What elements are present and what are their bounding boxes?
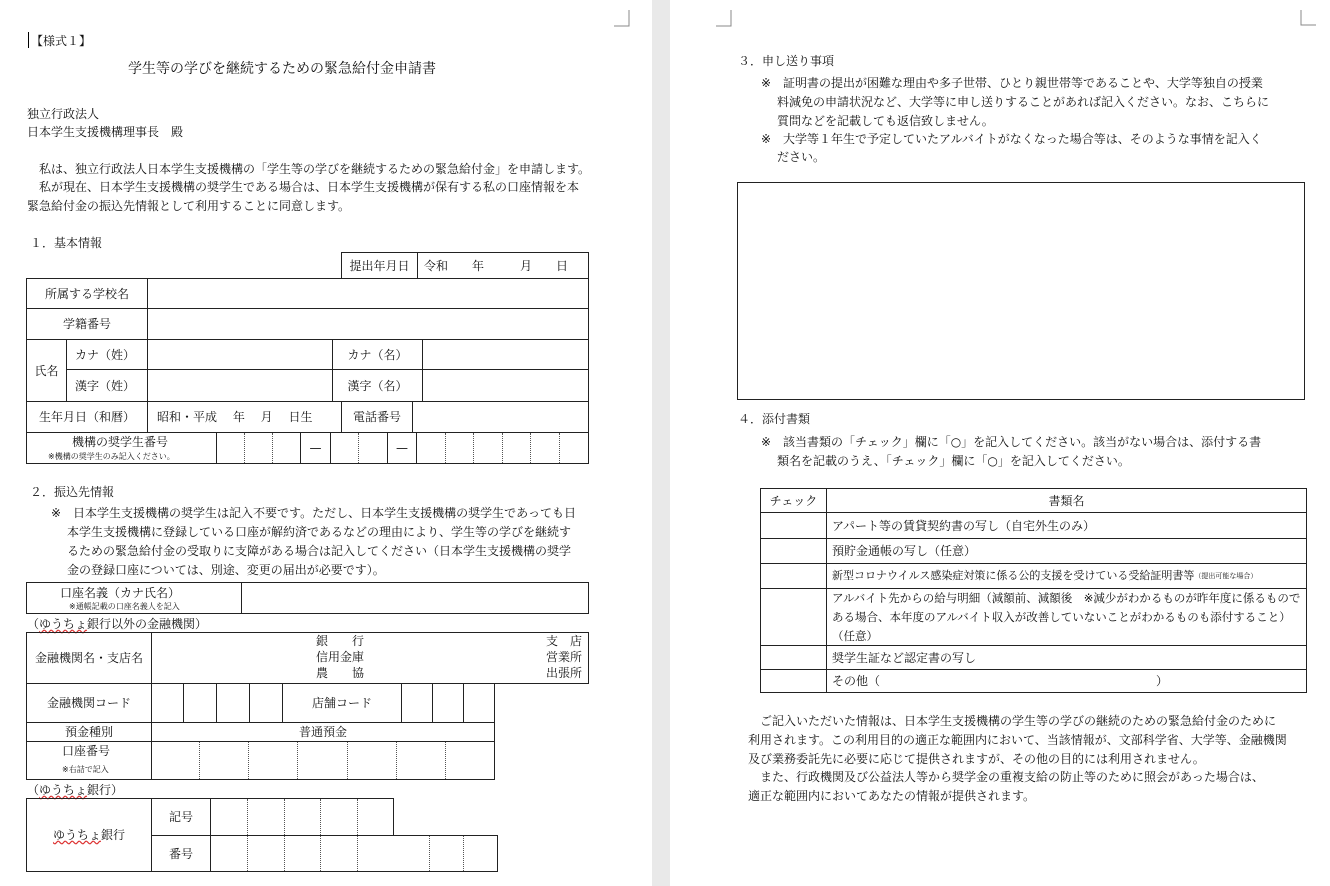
transfer-note-line-4: 金の登録口座については、別途、変更の届出が必要です）。 xyxy=(67,563,385,577)
text-cursor xyxy=(28,32,29,48)
account-holder-note: ※通帳記載の口座名義人を記入 xyxy=(69,602,180,611)
phone-label: 電話番号 xyxy=(352,410,401,424)
scholar-number-field[interactable] xyxy=(217,433,588,463)
account-number-note: ※右詰で記入 xyxy=(62,765,109,774)
section-notes-heading: ３．申し送り事項 xyxy=(738,54,835,68)
col-docname-header: 書類名 xyxy=(1048,493,1085,508)
birthdate-field[interactable]: 昭和・平成 年 月 日生 xyxy=(157,410,313,424)
kanji-mei-field[interactable] xyxy=(423,370,588,401)
doc-name-cell: 奨学生証など認定書の写し xyxy=(832,650,977,665)
check-cell[interactable] xyxy=(761,513,826,538)
check-cell[interactable] xyxy=(761,589,826,645)
transfer-note-line-1: ※ 日本学生支援機構の奨学生は記入不要です。ただし、日本学生支援機構の奨学生であっても日 xyxy=(51,506,576,520)
check-cell[interactable] xyxy=(761,564,826,588)
kana-mei-label: カナ（名） xyxy=(347,347,408,362)
branch-code-field[interactable] xyxy=(402,684,494,722)
notes-note-a-line-1: ※ 証明書の提出が困難な理由や多子世帯、ひとり親世帯等であることや、大学等独自の授業 xyxy=(761,76,1263,90)
doc-name-cell: アパート等の賃貸契約書の写し（自宅外生のみ） xyxy=(832,518,1096,533)
account-holder-label: 口座名義（カナ氏名） xyxy=(60,586,181,600)
notes-note-b-line-1: ※ 大学等１年生で予定していたアルバイトがなくなった場合等は、そのような事情を記入く xyxy=(761,132,1262,146)
bank-branch-label: 金融機関名・支店名 xyxy=(34,651,143,665)
yucho-heading: （ゆうちょ銀行） xyxy=(27,783,124,797)
closing-line-5: 適正な範囲内においてあなたの情報が提供されます。 xyxy=(748,789,1036,803)
school-name-label: 所属する学校名 xyxy=(44,286,129,301)
deposit-type-value: 普通預金 xyxy=(298,725,347,739)
submit-date-label: 提出年月日 xyxy=(349,258,410,273)
section-transfer-heading: ２．振込先情報 xyxy=(30,485,115,499)
kana-sei-field[interactable] xyxy=(148,340,332,369)
dash-separator: — xyxy=(309,441,322,455)
non-yucho-heading: （ゆうちょ銀行以外の金融機関） xyxy=(27,617,208,631)
attachments-note-line-2: 類名を記載のうえ、「チェック」欄に「○」を記入してください。 xyxy=(777,454,1130,468)
attachments-note-line-1: ※ 該当書類の「チェック」欄に「○」を記入してください。該当がない場合は、添付する書 xyxy=(761,435,1262,449)
scholar-number-note: ※機構の奨学生のみ記入ください。 xyxy=(48,452,175,461)
phone-field[interactable] xyxy=(413,402,588,432)
doc-name-cell: 新型コロナウイルス感染症対策に係る公的支援を受けている受給証明書等 （提出可能な場合） xyxy=(832,569,1258,582)
addressee-line-1: 独立行政法人 xyxy=(27,107,100,121)
submit-date-field[interactable]: 令和 年 月 日 xyxy=(424,258,569,273)
kana-mei-field[interactable] xyxy=(423,340,588,369)
kana-sei-label: カナ（姓） xyxy=(75,347,136,362)
crop-mark-icon xyxy=(614,10,630,30)
page-2 xyxy=(670,0,1330,886)
account-holder-field[interactable] xyxy=(242,583,588,613)
intro-line-3: 緊急給付金の振込先情報として利用することに同意します。 xyxy=(27,199,351,213)
doc-name-note: （提出可能な場合） xyxy=(1194,572,1258,580)
student-number-field[interactable] xyxy=(148,309,588,339)
page-title: 学生等の学びを継続するための緊急給付金申請書 xyxy=(128,61,436,77)
notes-note-a-line-3: 質問などを記載しても返信致しません。 xyxy=(777,114,994,128)
bango-field[interactable] xyxy=(211,836,497,871)
name-label: 氏名 xyxy=(34,363,59,378)
bank-code-label: 金融機関コード xyxy=(46,696,131,710)
section-attachments-heading: ４．添付書類 xyxy=(738,412,811,426)
kanji-mei-label: 漢字（名） xyxy=(347,378,408,393)
account-number-field[interactable] xyxy=(152,742,494,779)
doc-name-cell[interactable]: その他（ ） xyxy=(832,674,1169,688)
doc-name-cell: 預貯金通帳の写し（任意） xyxy=(832,544,977,558)
check-cell[interactable] xyxy=(761,646,826,669)
branch-code-label: 店舗コード xyxy=(311,696,372,710)
notes-note-b-line-2: ださい。 xyxy=(777,150,826,164)
closing-line-2: 利用されます。この利用目的の適正な範囲内において、当該情報が、文部科学省、大学等、金融機関 xyxy=(748,733,1287,747)
closing-line-1: ご記入いただいた情報は、日本学生支援機構の学生等の学びの継続のための緊急給付金のために xyxy=(748,714,1277,728)
notes-textarea[interactable] xyxy=(737,182,1305,400)
branch-type-options: 支 店 営業所 出張所 xyxy=(546,634,583,680)
section-basic-info-heading: １．基本情報 xyxy=(30,236,103,250)
col-check-header: チェック xyxy=(769,493,818,508)
notes-note-a-line-2: 料減免の申請状況など、大学等に申し送りすることがあれば記入ください。なお、こちらに xyxy=(777,95,1270,109)
intro-line-2: 私が現在、日本学生支援機構の奨学生である場合は、日本学生支援機構が保有する私の口座情報を本 xyxy=(27,180,580,194)
school-name-field[interactable] xyxy=(148,279,588,308)
addressee-line-2: 日本学生支援機構理事長 殿 xyxy=(27,125,184,139)
account-number-label: 口座番号 xyxy=(62,744,111,758)
form-label: 【様式１】 xyxy=(31,34,92,48)
transfer-note-line-3: るための緊急給付金の受取りに支障がある場合は記入してください（日本学生支援機構の奨学 xyxy=(67,544,572,558)
student-number-label: 学籍番号 xyxy=(62,317,111,331)
closing-line-4: また、行政機関及び公益法人等から奨学金の重複支給の防止等のために照会があった場合は、 xyxy=(748,770,1264,784)
kigo-field[interactable] xyxy=(211,799,393,835)
closing-line-3: 及び業務委託先に必要に応じて提供されますが、その他の目的には利用されません。 xyxy=(748,752,1205,766)
crop-mark-icon xyxy=(1300,10,1316,30)
kanji-sei-field[interactable] xyxy=(148,370,332,401)
bank-code-field[interactable] xyxy=(152,684,282,722)
bango-label: 番号 xyxy=(169,846,194,861)
page-1 xyxy=(0,0,652,886)
intro-line-1: 私は、独立行政法人日本学生支援機構の「学生等の学びを継続するための緊急給付金」を申請します。 xyxy=(27,162,591,176)
crop-mark-icon xyxy=(716,10,732,30)
bank-branch-field[interactable] xyxy=(152,633,588,683)
doc-name-cell: アルバイト先からの給与明細（減額前、減額後 ※減少がわかるものが昨年度に係るものである場合、本年度のアルバイト収入が改善していないことがわかるものも添付すること）（任意） xyxy=(832,591,1301,643)
check-cell[interactable] xyxy=(761,539,826,563)
kigo-label: 記号 xyxy=(169,810,194,824)
bank-type-options: 銀 行 信用金庫 農 協 xyxy=(316,634,365,680)
transfer-note-line-2: 本学生支援機構に登録している口座が解約済であるなどの理由により、学生等の学びを継続す xyxy=(67,525,572,539)
deposit-type-label: 預金種別 xyxy=(64,725,113,739)
birthdate-label: 生年月日（和暦） xyxy=(38,410,135,424)
dash-separator: — xyxy=(396,441,408,455)
yucho-bank-label: ゆうちょ 銀行 xyxy=(52,828,126,842)
kanji-sei-label: 漢字（姓） xyxy=(75,378,136,393)
check-cell[interactable] xyxy=(761,670,826,692)
scholar-number-label: 機構の奨学生番号 xyxy=(72,435,169,449)
